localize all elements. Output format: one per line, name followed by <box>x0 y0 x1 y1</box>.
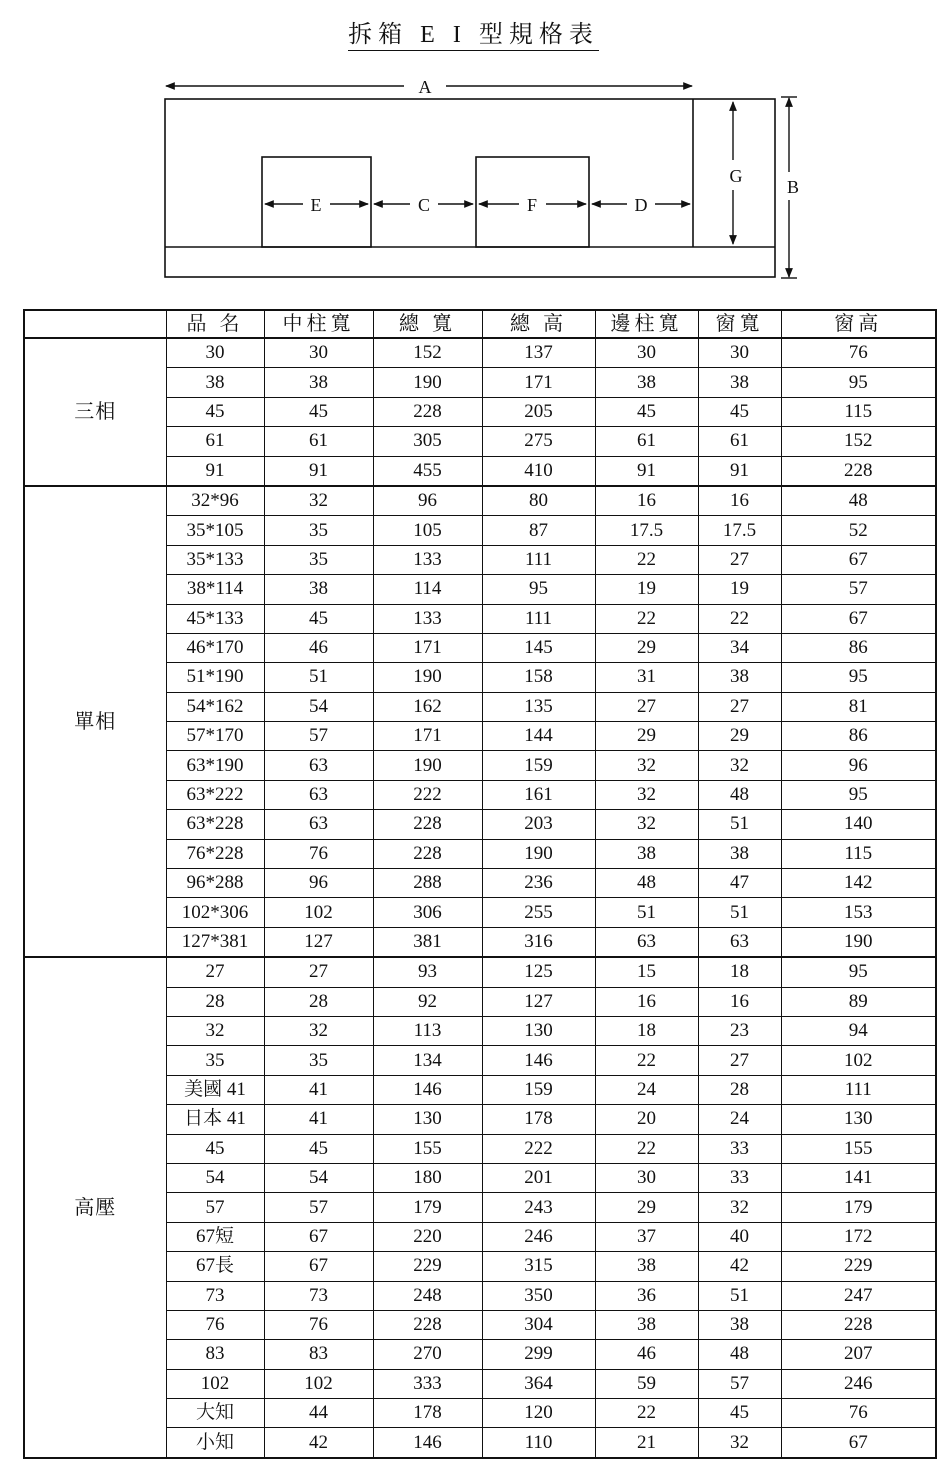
cell-product-name: 102 <box>166 1369 264 1398</box>
cell-center-leg-width: 35 <box>264 545 373 574</box>
cell-total-width: 93 <box>373 957 482 987</box>
cell-side-leg-width: 16 <box>595 987 698 1016</box>
cell-side-leg-width: 30 <box>595 338 698 368</box>
cell-total-height: 144 <box>482 722 595 751</box>
cell-product-name: 63*228 <box>166 810 264 839</box>
column-header-total-height: 總 高 <box>482 310 595 338</box>
cell-total-height: 299 <box>482 1340 595 1369</box>
cell-total-height: 110 <box>482 1428 595 1458</box>
cell-side-leg-width: 51 <box>595 898 698 927</box>
cell-side-leg-width: 37 <box>595 1222 698 1251</box>
cell-product-name: 32 <box>166 1016 264 1045</box>
cell-center-leg-width: 32 <box>264 1016 373 1045</box>
dim-e-label: E <box>310 195 322 215</box>
cell-window-width: 38 <box>698 839 781 868</box>
cell-product-name: 35 <box>166 1046 264 1075</box>
cell-window-width: 32 <box>698 751 781 780</box>
cell-side-leg-width: 29 <box>595 722 698 751</box>
spec-table <box>23 309 937 1459</box>
cell-total-height: 159 <box>482 1075 595 1104</box>
cell-product-name: 67長 <box>166 1252 264 1281</box>
group-section <box>24 957 936 1458</box>
cell-window-height: 95 <box>781 780 936 809</box>
cell-side-leg-width: 38 <box>595 839 698 868</box>
cell-total-height: 350 <box>482 1281 595 1310</box>
cell-total-height: 410 <box>482 456 595 486</box>
cell-side-leg-width: 32 <box>595 751 698 780</box>
group-section <box>24 338 936 486</box>
table-row <box>24 338 936 368</box>
cell-center-leg-width: 27 <box>264 957 373 987</box>
cell-total-width: 171 <box>373 633 482 662</box>
page-title-text: 拆箱 E I 型規格表 <box>348 22 599 51</box>
cell-center-leg-width: 45 <box>264 1134 373 1163</box>
column-header-side-leg-width: 邊柱寬 <box>595 310 698 338</box>
cell-total-width: 146 <box>373 1428 482 1458</box>
cell-total-height: 130 <box>482 1016 595 1045</box>
cell-window-width: 40 <box>698 1222 781 1251</box>
cell-center-leg-width: 102 <box>264 898 373 927</box>
cell-product-name: 61 <box>166 427 264 456</box>
cell-total-height: 87 <box>482 516 595 545</box>
cell-product-name: 35*105 <box>166 516 264 545</box>
cell-product-name: 美國 41 <box>166 1075 264 1104</box>
cell-center-leg-width: 57 <box>264 722 373 751</box>
cell-center-leg-width: 45 <box>264 397 373 426</box>
cell-product-name: 73 <box>166 1281 264 1310</box>
cell-total-height: 275 <box>482 427 595 456</box>
cell-window-height: 115 <box>781 839 936 868</box>
cell-product-name: 38 <box>166 368 264 397</box>
cell-total-width: 228 <box>373 810 482 839</box>
cell-window-width: 29 <box>698 722 781 751</box>
cell-side-leg-width: 16 <box>595 486 698 516</box>
cell-window-height: 86 <box>781 633 936 662</box>
cell-center-leg-width: 32 <box>264 486 373 516</box>
cell-total-width: 96 <box>373 486 482 516</box>
dim-f-label: F <box>526 195 538 215</box>
group-label: 三相 <box>24 338 166 486</box>
cell-total-width: 92 <box>373 987 482 1016</box>
cell-window-height: 115 <box>781 397 936 426</box>
cell-window-width: 33 <box>698 1134 781 1163</box>
cell-window-height: 95 <box>781 368 936 397</box>
cell-side-leg-width: 38 <box>595 1252 698 1281</box>
cell-window-height: 172 <box>781 1222 936 1251</box>
cell-center-leg-width: 96 <box>264 869 373 898</box>
cell-window-height: 140 <box>781 810 936 839</box>
cell-window-width: 27 <box>698 1046 781 1075</box>
cell-side-leg-width: 24 <box>595 1075 698 1104</box>
column-header-window-height: 窗高 <box>781 310 936 338</box>
table-header-row <box>24 310 936 338</box>
cell-product-name: 32*96 <box>166 486 264 516</box>
cell-side-leg-width: 48 <box>595 869 698 898</box>
cell-window-width: 45 <box>698 397 781 426</box>
cell-total-height: 222 <box>482 1134 595 1163</box>
cell-product-name: 45*133 <box>166 604 264 633</box>
cell-window-width: 23 <box>698 1016 781 1045</box>
cell-center-leg-width: 91 <box>264 456 373 486</box>
cell-side-leg-width: 20 <box>595 1105 698 1134</box>
cell-window-width: 27 <box>698 545 781 574</box>
cell-product-name: 45 <box>166 397 264 426</box>
cell-window-width: 61 <box>698 427 781 456</box>
cell-window-width: 51 <box>698 810 781 839</box>
cell-side-leg-width: 17.5 <box>595 516 698 545</box>
cell-total-width: 305 <box>373 427 482 456</box>
cell-total-width: 162 <box>373 692 482 721</box>
cell-window-height: 153 <box>781 898 936 927</box>
cell-window-height: 94 <box>781 1016 936 1045</box>
cell-window-width: 32 <box>698 1193 781 1222</box>
cell-total-height: 161 <box>482 780 595 809</box>
cell-product-name: 54*162 <box>166 692 264 721</box>
cell-product-name: 57*170 <box>166 722 264 751</box>
cell-window-width: 16 <box>698 486 781 516</box>
cell-total-height: 315 <box>482 1252 595 1281</box>
cell-product-name: 27 <box>166 957 264 987</box>
cell-total-width: 178 <box>373 1399 482 1428</box>
cell-side-leg-width: 22 <box>595 1046 698 1075</box>
cell-center-leg-width: 30 <box>264 338 373 368</box>
cell-product-name: 63*190 <box>166 751 264 780</box>
cell-total-width: 228 <box>373 839 482 868</box>
cell-window-height: 130 <box>781 1105 936 1134</box>
cell-total-height: 171 <box>482 368 595 397</box>
group-label: 高壓 <box>24 957 166 1458</box>
cell-product-name: 76 <box>166 1310 264 1339</box>
cell-total-width: 306 <box>373 898 482 927</box>
cell-product-name: 91 <box>166 456 264 486</box>
cell-window-width: 32 <box>698 1428 781 1458</box>
cell-window-width: 91 <box>698 456 781 486</box>
cell-total-width: 171 <box>373 722 482 751</box>
cell-product-name: 67短 <box>166 1222 264 1251</box>
cell-product-name: 小知 <box>166 1428 264 1458</box>
cell-side-leg-width: 36 <box>595 1281 698 1310</box>
cell-product-name: 大知 <box>166 1399 264 1428</box>
cell-window-width: 63 <box>698 927 781 957</box>
cell-center-leg-width: 38 <box>264 368 373 397</box>
cell-window-width: 28 <box>698 1075 781 1104</box>
cell-total-width: 180 <box>373 1163 482 1192</box>
cell-total-height: 178 <box>482 1105 595 1134</box>
cell-window-width: 38 <box>698 368 781 397</box>
group-label: 單相 <box>24 486 166 957</box>
cell-window-height: 142 <box>781 869 936 898</box>
cell-window-height: 67 <box>781 1428 936 1458</box>
cell-side-leg-width: 38 <box>595 1310 698 1339</box>
cell-total-height: 111 <box>482 545 595 574</box>
cell-center-leg-width: 83 <box>264 1340 373 1369</box>
cell-product-name: 76*228 <box>166 839 264 868</box>
cell-window-width: 48 <box>698 780 781 809</box>
cell-center-leg-width: 45 <box>264 604 373 633</box>
cell-total-width: 146 <box>373 1075 482 1104</box>
cell-center-leg-width: 44 <box>264 1399 373 1428</box>
cell-window-width: 38 <box>698 1310 781 1339</box>
cell-center-leg-width: 63 <box>264 751 373 780</box>
core-dimension-diagram <box>0 0 947 300</box>
cell-window-height: 246 <box>781 1369 936 1398</box>
cell-total-height: 201 <box>482 1163 595 1192</box>
cell-window-width: 48 <box>698 1340 781 1369</box>
cell-side-leg-width: 18 <box>595 1016 698 1045</box>
dim-g-label: G <box>729 166 743 186</box>
cell-center-leg-width: 73 <box>264 1281 373 1310</box>
cell-total-height: 95 <box>482 575 595 604</box>
cell-total-width: 222 <box>373 780 482 809</box>
cell-total-width: 134 <box>373 1046 482 1075</box>
cell-total-height: 111 <box>482 604 595 633</box>
cell-total-height: 304 <box>482 1310 595 1339</box>
cell-window-height: 76 <box>781 338 936 368</box>
cell-window-height: 76 <box>781 1399 936 1428</box>
cell-center-leg-width: 76 <box>264 1310 373 1339</box>
cell-product-name: 28 <box>166 987 264 1016</box>
cell-side-leg-width: 91 <box>595 456 698 486</box>
cell-side-leg-width: 22 <box>595 1399 698 1428</box>
cell-total-width: 179 <box>373 1193 482 1222</box>
cell-side-leg-width: 59 <box>595 1369 698 1398</box>
cell-total-height: 158 <box>482 663 595 692</box>
cell-window-width: 33 <box>698 1163 781 1192</box>
cell-window-height: 228 <box>781 456 936 486</box>
cell-window-height: 86 <box>781 722 936 751</box>
cell-total-height: 127 <box>482 987 595 1016</box>
cell-window-height: 95 <box>781 663 936 692</box>
cell-side-leg-width: 27 <box>595 692 698 721</box>
cell-center-leg-width: 67 <box>264 1222 373 1251</box>
cell-total-height: 135 <box>482 692 595 721</box>
cell-total-height: 255 <box>482 898 595 927</box>
cell-side-leg-width: 21 <box>595 1428 698 1458</box>
cell-total-height: 243 <box>482 1193 595 1222</box>
core-outline <box>165 99 775 277</box>
cell-side-leg-width: 29 <box>595 1193 698 1222</box>
cell-center-leg-width: 54 <box>264 692 373 721</box>
group-section <box>24 486 936 957</box>
cell-total-width: 455 <box>373 456 482 486</box>
cell-center-leg-width: 61 <box>264 427 373 456</box>
cell-total-width: 248 <box>373 1281 482 1310</box>
cell-window-height: 67 <box>781 545 936 574</box>
cell-window-width: 22 <box>698 604 781 633</box>
cell-total-width: 190 <box>373 751 482 780</box>
cell-window-height: 179 <box>781 1193 936 1222</box>
cell-window-width: 47 <box>698 869 781 898</box>
cell-center-leg-width: 127 <box>264 927 373 957</box>
cell-center-leg-width: 63 <box>264 810 373 839</box>
cell-product-name: 38*114 <box>166 575 264 604</box>
cell-center-leg-width: 102 <box>264 1369 373 1398</box>
cell-total-height: 137 <box>482 338 595 368</box>
column-header-product-name: 品 名 <box>166 310 264 338</box>
cell-window-width: 51 <box>698 898 781 927</box>
cell-center-leg-width: 57 <box>264 1193 373 1222</box>
cell-center-leg-width: 38 <box>264 575 373 604</box>
cell-product-name: 63*222 <box>166 780 264 809</box>
cell-total-height: 80 <box>482 486 595 516</box>
cell-total-width: 114 <box>373 575 482 604</box>
cell-window-width: 30 <box>698 338 781 368</box>
cell-side-leg-width: 15 <box>595 957 698 987</box>
table-row <box>24 486 936 516</box>
cell-total-height: 190 <box>482 839 595 868</box>
cell-window-height: 81 <box>781 692 936 721</box>
cell-window-width: 57 <box>698 1369 781 1398</box>
cell-total-width: 220 <box>373 1222 482 1251</box>
cell-side-leg-width: 19 <box>595 575 698 604</box>
cell-product-name: 30 <box>166 338 264 368</box>
cell-total-height: 159 <box>482 751 595 780</box>
cell-window-width: 18 <box>698 957 781 987</box>
cell-side-leg-width: 22 <box>595 545 698 574</box>
cell-center-leg-width: 42 <box>264 1428 373 1458</box>
cell-total-width: 133 <box>373 604 482 633</box>
cell-window-width: 17.5 <box>698 516 781 545</box>
cell-window-height: 102 <box>781 1046 936 1075</box>
cell-window-height: 141 <box>781 1163 936 1192</box>
cell-side-leg-width: 32 <box>595 780 698 809</box>
cell-side-leg-width: 63 <box>595 927 698 957</box>
cell-window-height: 229 <box>781 1252 936 1281</box>
cell-total-width: 333 <box>373 1369 482 1398</box>
cell-window-width: 42 <box>698 1252 781 1281</box>
cell-side-leg-width: 61 <box>595 427 698 456</box>
cell-center-leg-width: 63 <box>264 780 373 809</box>
cell-side-leg-width: 32 <box>595 810 698 839</box>
cell-total-height: 120 <box>482 1399 595 1428</box>
cell-center-leg-width: 46 <box>264 633 373 662</box>
cell-window-width: 38 <box>698 663 781 692</box>
cell-product-name: 127*381 <box>166 927 264 957</box>
cell-side-leg-width: 46 <box>595 1340 698 1369</box>
cell-window-height: 190 <box>781 927 936 957</box>
cell-window-width: 19 <box>698 575 781 604</box>
cell-window-height: 96 <box>781 751 936 780</box>
cell-product-name: 46*170 <box>166 633 264 662</box>
cell-window-height: 111 <box>781 1075 936 1104</box>
cell-window-height: 152 <box>781 427 936 456</box>
cell-window-width: 27 <box>698 692 781 721</box>
cell-product-name: 日本 41 <box>166 1105 264 1134</box>
cell-center-leg-width: 41 <box>264 1105 373 1134</box>
cell-total-height: 125 <box>482 957 595 987</box>
cell-product-name: 54 <box>166 1163 264 1192</box>
cell-window-height: 89 <box>781 987 936 1016</box>
cell-side-leg-width: 31 <box>595 663 698 692</box>
cell-window-height: 57 <box>781 575 936 604</box>
cell-total-width: 130 <box>373 1105 482 1134</box>
cell-total-height: 246 <box>482 1222 595 1251</box>
cell-window-height: 247 <box>781 1281 936 1310</box>
cell-window-height: 52 <box>781 516 936 545</box>
cell-side-leg-width: 30 <box>595 1163 698 1192</box>
cell-window-width: 45 <box>698 1399 781 1428</box>
cell-window-height: 48 <box>781 486 936 516</box>
cell-product-name: 57 <box>166 1193 264 1222</box>
cell-window-width: 16 <box>698 987 781 1016</box>
cell-total-width: 288 <box>373 869 482 898</box>
cell-total-width: 155 <box>373 1134 482 1163</box>
dim-a-label: A <box>418 77 432 97</box>
cell-total-width: 113 <box>373 1016 482 1045</box>
column-header-window-width: 窗寬 <box>698 310 781 338</box>
cell-total-height: 146 <box>482 1046 595 1075</box>
cell-window-height: 228 <box>781 1310 936 1339</box>
cell-window-height: 95 <box>781 957 936 987</box>
cell-total-width: 133 <box>373 545 482 574</box>
cell-product-name: 102*306 <box>166 898 264 927</box>
cell-product-name: 83 <box>166 1340 264 1369</box>
cell-total-width: 190 <box>373 663 482 692</box>
cell-window-height: 67 <box>781 604 936 633</box>
cell-center-leg-width: 35 <box>264 1046 373 1075</box>
dim-d-label: D <box>634 195 648 215</box>
cell-center-leg-width: 51 <box>264 663 373 692</box>
cell-product-name: 51*190 <box>166 663 264 692</box>
cell-center-leg-width: 54 <box>264 1163 373 1192</box>
cell-window-width: 34 <box>698 633 781 662</box>
cell-center-leg-width: 67 <box>264 1252 373 1281</box>
cell-total-width: 229 <box>373 1252 482 1281</box>
dim-c-label: C <box>417 195 431 215</box>
cell-window-height: 207 <box>781 1340 936 1369</box>
cell-side-leg-width: 45 <box>595 397 698 426</box>
cell-total-width: 381 <box>373 927 482 957</box>
cell-total-width: 270 <box>373 1340 482 1369</box>
column-header-center-leg-width: 中柱寬 <box>264 310 373 338</box>
cell-total-width: 152 <box>373 338 482 368</box>
cell-center-leg-width: 28 <box>264 987 373 1016</box>
cell-product-name: 35*133 <box>166 545 264 574</box>
cell-center-leg-width: 76 <box>264 839 373 868</box>
column-header-total-width: 總 寬 <box>373 310 482 338</box>
dim-b-label: B <box>786 177 800 197</box>
cell-total-height: 205 <box>482 397 595 426</box>
cell-total-width: 190 <box>373 368 482 397</box>
cell-side-leg-width: 22 <box>595 604 698 633</box>
cell-product-name: 96*288 <box>166 869 264 898</box>
cell-total-width: 228 <box>373 397 482 426</box>
column-header-group <box>24 310 166 338</box>
cell-total-height: 364 <box>482 1369 595 1398</box>
cell-side-leg-width: 38 <box>595 368 698 397</box>
table-row <box>24 957 936 987</box>
cell-window-width: 51 <box>698 1281 781 1310</box>
cell-total-width: 105 <box>373 516 482 545</box>
cell-window-height: 155 <box>781 1134 936 1163</box>
cell-side-leg-width: 22 <box>595 1134 698 1163</box>
cell-side-leg-width: 29 <box>595 633 698 662</box>
cell-total-height: 316 <box>482 927 595 957</box>
cell-center-leg-width: 35 <box>264 516 373 545</box>
cell-total-height: 203 <box>482 810 595 839</box>
cell-total-width: 228 <box>373 1310 482 1339</box>
cell-center-leg-width: 41 <box>264 1075 373 1104</box>
cell-total-height: 236 <box>482 869 595 898</box>
cell-window-width: 24 <box>698 1105 781 1134</box>
cell-product-name: 45 <box>166 1134 264 1163</box>
cell-total-height: 145 <box>482 633 595 662</box>
